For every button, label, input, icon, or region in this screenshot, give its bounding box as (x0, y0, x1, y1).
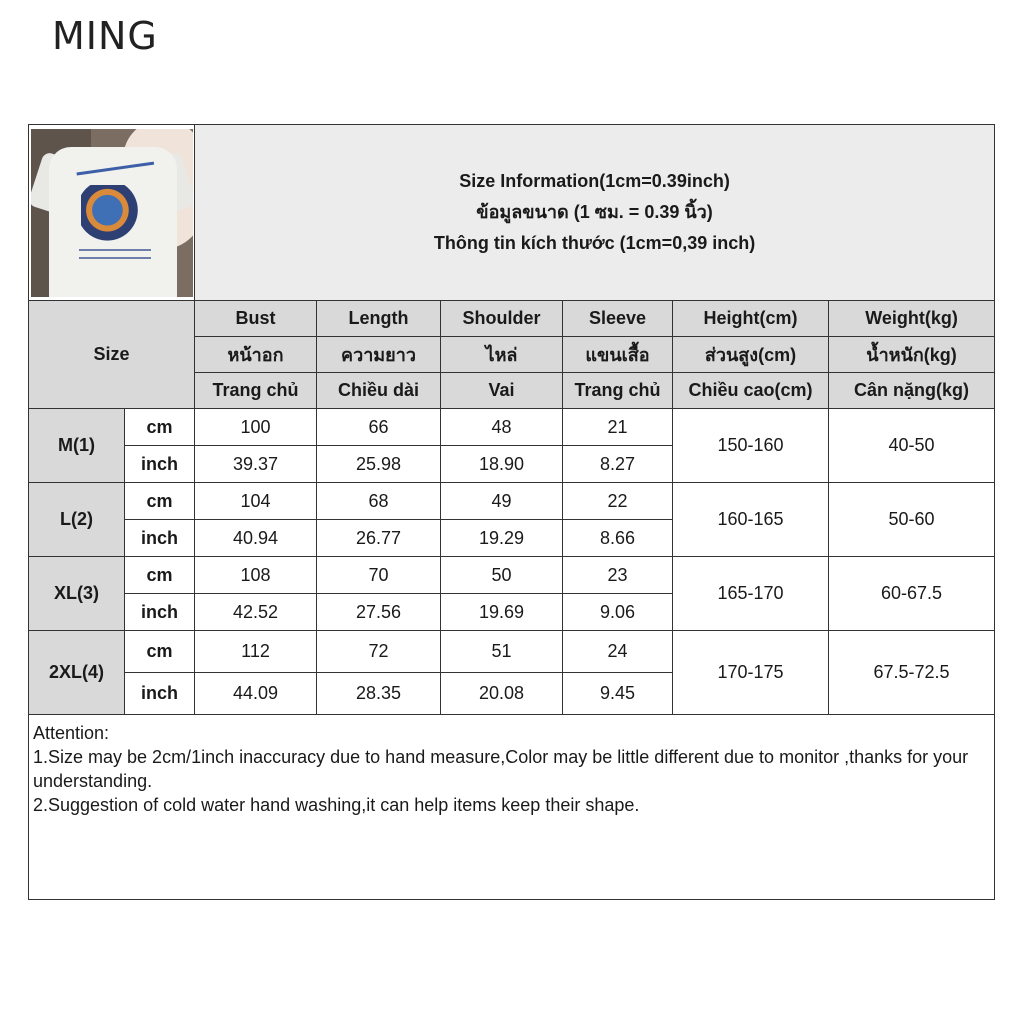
table-cell: 23 (563, 557, 673, 594)
unit-inch: inch (125, 520, 195, 557)
title-english: Size Information(1cm=0.39inch) (459, 171, 730, 191)
weight-range: 50-60 (829, 483, 995, 557)
weight-range: 40-50 (829, 409, 995, 483)
table-cell: 8.66 (563, 520, 673, 557)
col-shoulder-vi: Vai (441, 373, 563, 409)
table-cell: 48 (441, 409, 563, 446)
size-header: Size (29, 301, 195, 409)
size-m-label: M(1) (29, 409, 125, 483)
unit-inch: inch (125, 446, 195, 483)
table-cell: 68 (317, 483, 441, 520)
col-height-vi: Chiều cao(cm) (673, 373, 829, 409)
table-cell: 18.90 (441, 446, 563, 483)
col-bust-th: หน้าอก (195, 337, 317, 373)
height-range: 160-165 (673, 483, 829, 557)
table-cell: 70 (317, 557, 441, 594)
col-height-en: Height(cm) (673, 301, 829, 337)
product-photo-cell (29, 125, 195, 301)
size-info-title (195, 125, 995, 301)
unit-inch: inch (125, 594, 195, 631)
table-cell: 19.69 (441, 594, 563, 631)
col-shoulder-th: ไหล่ (441, 337, 563, 373)
attention-note-1: 1.Size may be 2cm/1inch inaccuracy due to hand measure,Color may be little different due to monitor ,thanks for your understanding. (33, 747, 969, 791)
height-range: 170-175 (673, 631, 829, 715)
col-sleeve-en: Sleeve (563, 301, 673, 337)
table-cell: 66 (317, 409, 441, 446)
weight-range: 67.5-72.5 (829, 631, 995, 715)
unit-cm: cm (125, 631, 195, 673)
brand-logo: MING (52, 14, 158, 58)
attention-notes (29, 715, 995, 900)
table-cell: 26.77 (317, 520, 441, 557)
unit-cm: cm (125, 483, 195, 520)
attention-heading: Attention: (33, 723, 110, 743)
table-cell: 44.09 (195, 673, 317, 715)
col-length-vi: Chiều dài (317, 373, 441, 409)
table-cell: 108 (195, 557, 317, 594)
table-cell: 21 (563, 409, 673, 446)
table-cell: 8.27 (563, 446, 673, 483)
col-length-en: Length (317, 301, 441, 337)
unit-cm: cm (125, 557, 195, 594)
table-cell: 22 (563, 483, 673, 520)
col-length-th: ความยาว (317, 337, 441, 373)
table-cell: 72 (317, 631, 441, 673)
table-cell: 40.94 (195, 520, 317, 557)
table-cell: 27.56 (317, 594, 441, 631)
table-cell: 28.35 (317, 673, 441, 715)
attention-note-2: 2.Suggestion of cold water hand washing,it can help items keep their shape. (33, 795, 640, 815)
title-vietnamese: Thông tin kích thước (1cm=0,39 inch) (433, 233, 756, 253)
unit-cm: cm (125, 409, 195, 446)
table-cell: 42.52 (195, 594, 317, 631)
col-sleeve-vi: Trang chủ (563, 373, 673, 409)
table-cell: 39.37 (195, 446, 317, 483)
table-cell: 25.98 (317, 446, 441, 483)
table-cell: 104 (195, 483, 317, 520)
col-bust-en: Bust (195, 301, 317, 337)
col-shoulder-en: Shoulder (441, 301, 563, 337)
size-chart-table (28, 124, 995, 900)
size-l-label: L(2) (29, 483, 125, 557)
table-cell: 100 (195, 409, 317, 446)
table-cell: 9.45 (563, 673, 673, 715)
col-weight-en: Weight(kg) (829, 301, 995, 337)
height-range: 165-170 (673, 557, 829, 631)
size-2xl-label: 2XL(4) (29, 631, 125, 715)
size-xl-label: XL(3) (29, 557, 125, 631)
table-cell: 50 (441, 557, 563, 594)
weight-range: 60-67.5 (829, 557, 995, 631)
table-cell: 51 (441, 631, 563, 673)
unit-inch: inch (125, 673, 195, 715)
col-sleeve-th: แขนเสื้อ (563, 337, 673, 373)
col-weight-th: น้ำหนัก(kg) (829, 337, 995, 373)
height-range: 150-160 (673, 409, 829, 483)
table-cell: 49 (441, 483, 563, 520)
table-cell: 9.06 (563, 594, 673, 631)
col-height-th: ส่วนสูง(cm) (673, 337, 829, 373)
table-cell: 20.08 (441, 673, 563, 715)
col-bust-vi: Trang chủ (195, 373, 317, 409)
table-cell: 112 (195, 631, 317, 673)
t-shirt-photo-icon (31, 129, 193, 297)
table-cell: 24 (563, 631, 673, 673)
col-weight-vi: Cân nặng(kg) (829, 373, 995, 409)
title-thai: ข้อมูลขนาด (1 ซม. = 0.39 นิ้ว) (476, 202, 713, 222)
table-cell: 19.29 (441, 520, 563, 557)
